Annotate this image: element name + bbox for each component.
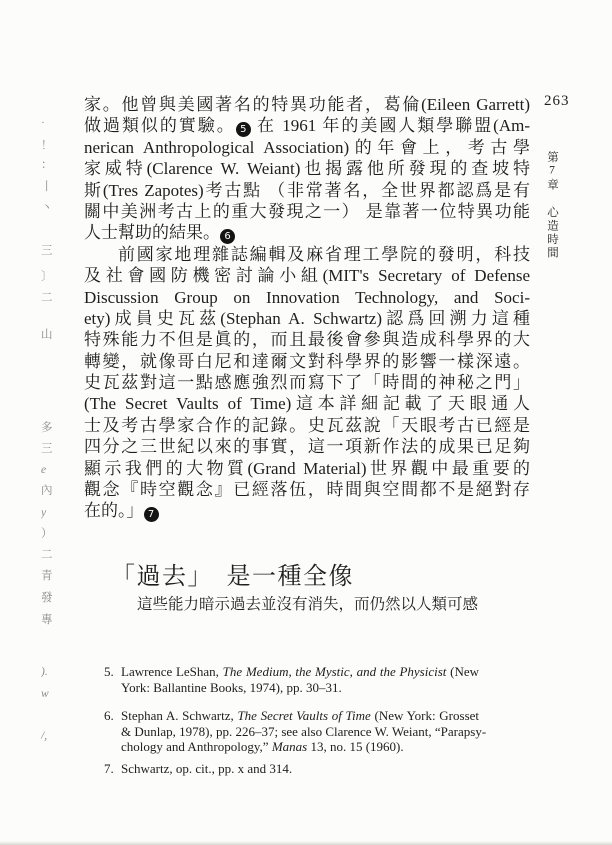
footnote-5 — [104, 664, 479, 695]
body-line-text: 在的。」 — [84, 501, 144, 521]
section-heading: 「過去」 是一種全像 — [111, 564, 354, 590]
margin-fragment: 青 — [41, 570, 53, 582]
body-line-text: 人士幫助的結果。 — [84, 223, 220, 243]
footnote-text: Stephan A. Schwartz, — [121, 708, 238, 724]
margin-fragment: ） — [41, 528, 53, 540]
margin-fragment: 發 — [41, 592, 53, 604]
footnote-7 — [104, 761, 479, 777]
footnote-text: (New — [446, 664, 479, 679]
body-line: 及社會國防機密討論小組(MIT's Secretary of Defense — [84, 266, 530, 286]
body-line: 觀念『時空觀念』已經落伍，時間與空間都不是絕對存 — [84, 480, 530, 500]
margin-fragment: 二 — [41, 549, 53, 561]
footnotes-block — [104, 664, 487, 777]
margin-fragment: 丨 — [41, 181, 53, 193]
body-line: Discussion Group on Innovation Technology, and Soci- — [84, 287, 530, 307]
body-line-text: 在 1961 年的美國人類學聯盟(Am- — [250, 116, 530, 136]
page-number: 263 — [544, 93, 570, 109]
body-line: 特殊能力不但是眞的，而且最後會參與造成科學界的大 — [84, 330, 530, 350]
footnote-line — [121, 739, 479, 755]
body-line: 斯(Tres Zapotes)考古點 （非常著名，全世界都認爲是有 — [84, 180, 530, 200]
footnote-line — [121, 664, 479, 680]
margin-fragment: 三 — [41, 245, 53, 257]
margin-fragment: /, — [41, 730, 48, 742]
margin-fragment: 多 — [41, 422, 53, 434]
margin-fragment: 專 — [41, 614, 53, 626]
margin-fragment: ！ — [41, 140, 53, 152]
body-line: 史瓦茲對這一點感應強烈而寫下了「時間的神秘之門」 — [84, 373, 530, 393]
margin-fragment: w — [41, 688, 49, 700]
footnote-marker-6: 6 — [220, 229, 235, 244]
footnote-line: Schwartz, op. cit., pp. x and 314. — [121, 760, 293, 776]
margin-fragment: 〕 — [41, 271, 53, 283]
chapter-number-vertical: 第7章 — [546, 151, 558, 192]
margin-fragment: · — [41, 117, 45, 129]
margin-fragment: 丶 — [41, 202, 53, 214]
footnote-text: chology and Anthropology,” — [121, 739, 272, 755]
body-line: 士及考古學家合作的記錄。史瓦茲說「天眼考古已經是 — [84, 415, 530, 435]
body-line: 顯示我們的大物質(Grand Material)世界觀中最重要的 — [84, 458, 530, 478]
body-line: 家。他曾與美國著名的特異功能者，葛倫(Eileen Garrett) — [84, 95, 530, 114]
footnote-text: Lawrence LeShan, — [121, 664, 223, 679]
footnote-line: & Dunlap, 1978), pp. 226–37; see also Clarence W. Weiant, “Parapsy- — [121, 723, 487, 739]
main-text-block — [84, 94, 530, 522]
footnote-book-title: The Secret Vaults of Time — [237, 708, 371, 724]
footnote-journal-title: Manas — [271, 739, 308, 755]
margin-fragment: 三 — [41, 443, 53, 455]
chapter-title-vertical: 心造時間 — [546, 206, 558, 260]
body-line: nerican Anthropological Association)的年會上，考古學 — [84, 137, 530, 157]
body-line: ety)成員史瓦茲(Stephan A. Schwartz)認爲回溯力這種 — [84, 308, 530, 328]
body-line: 四分之三世紀以來的事實，這一項新作法的成果已足夠 — [84, 437, 530, 457]
body-line: 家威特(Clarence W. Weiant)也揭露他所發現的查坡特 — [84, 159, 530, 179]
margin-fragment: 內 — [41, 485, 53, 497]
section-first-line: 這些能力暗示過去並沒有消失，而仍然以人類可感 — [137, 596, 479, 613]
margin-fragment: ： — [41, 159, 53, 171]
footnote-number: 5. — [104, 664, 114, 679]
footnote-number: 7. — [104, 760, 114, 776]
margin-fragment: 二 — [41, 292, 53, 304]
body-line — [84, 115, 530, 136]
margin-fragment: e — [41, 464, 47, 476]
footnote-line: York: Ballantine Books, 1974), pp. 30–31. — [121, 679, 342, 695]
margin-fragment: y — [41, 507, 47, 519]
body-line — [84, 222, 530, 243]
body-line — [84, 500, 530, 521]
margin-fragment: ). — [41, 666, 48, 678]
body-line: (The Secret Vaults of Time)這本詳細記載了天眼通人 — [84, 394, 530, 414]
footnote-6 — [104, 708, 487, 755]
footnote-number: 6. — [104, 708, 114, 724]
footnote-line — [121, 708, 479, 724]
page-bottom-shadow — [0, 841, 612, 845]
body-line: 關中美洲考古上的重大發現之一） 是靠著一位特異功能 — [84, 201, 530, 221]
footnote-marker-5: 5 — [236, 122, 251, 137]
margin-fragment: 山 — [41, 329, 53, 341]
footnote-book-title: The Medium, the Mystic, and the Physicist — [222, 664, 447, 679]
body-line: 轉變，就像哥白尼和達爾文對科學界的影響一樣深遠。 — [84, 351, 530, 371]
body-line: 前國家地理雜誌編輯及麻省理工學院的發明，科技 — [118, 244, 530, 264]
footnote-text: 13, no. 15 (1960). — [307, 739, 404, 755]
footnote-text: (New York: Grosset — [370, 708, 480, 724]
body-line-text: 做過類似的實驗。 — [84, 116, 236, 136]
footnote-marker-7: 7 — [144, 507, 159, 522]
